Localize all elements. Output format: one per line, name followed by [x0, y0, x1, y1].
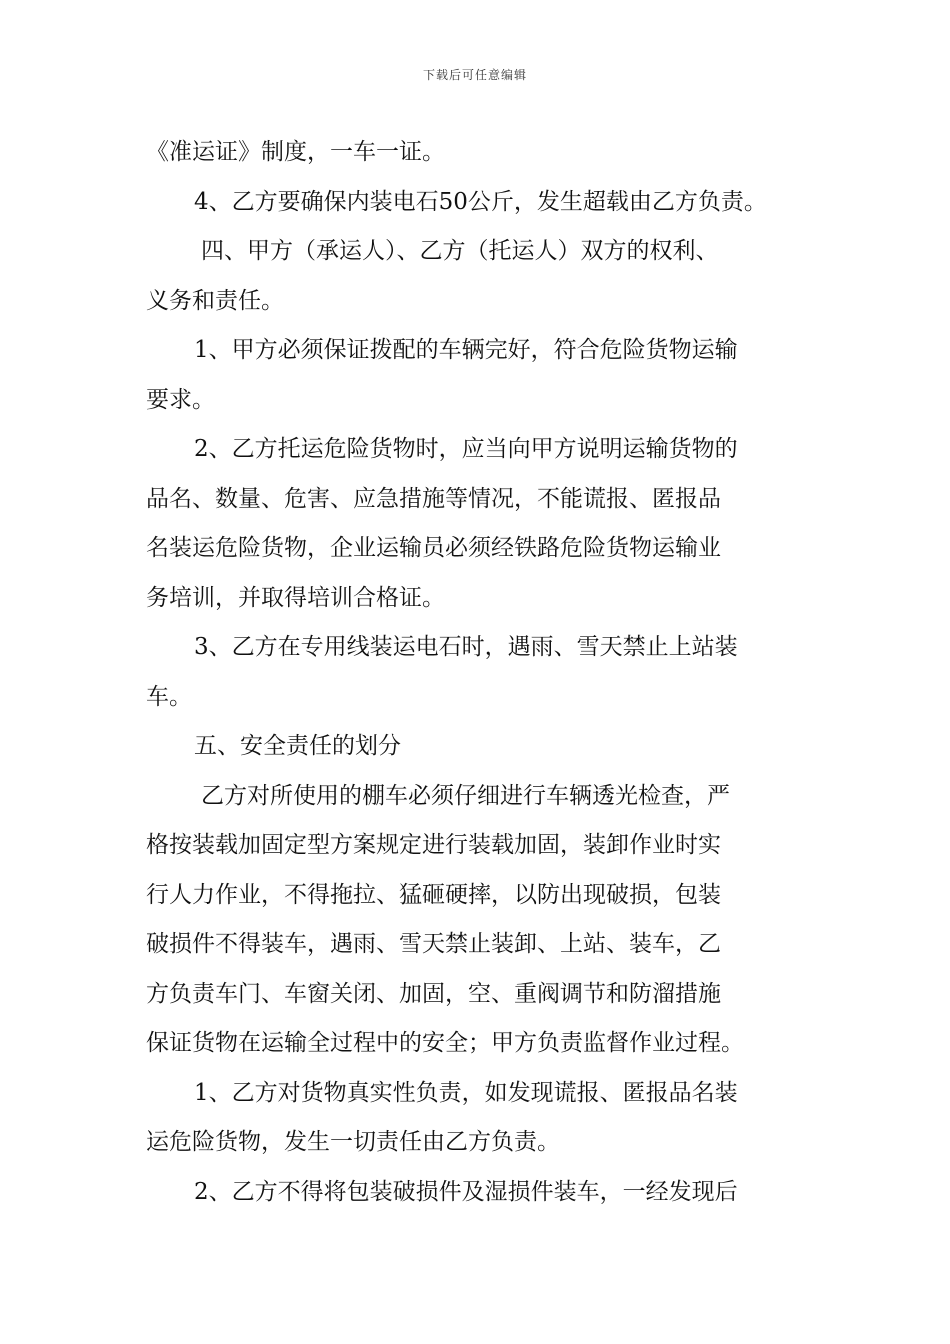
section-heading: 五、安全责任的划分	[194, 733, 401, 759]
document-body	[146, 128, 816, 1217]
paragraph-line: 乙方对所使用的棚车必须仔细进行车辆透光检查，严	[201, 782, 730, 809]
paragraph-line: 务培训，并取得培训合格证。	[146, 584, 445, 611]
paragraph-line: 破损件不得装车，遇雨、雪天禁止装卸、上站、装车，乙	[146, 931, 721, 957]
paragraph-line: 3、乙方在专用线装运电石时，遇雨、雪天禁止上站装	[194, 634, 738, 660]
paragraph-line: 2、乙方不得将包装破损件及湿损件装车，一经发现后	[194, 1178, 738, 1205]
paragraph-line: 2、乙方托运危险货物时，应当向甲方说明运输货物的	[194, 436, 738, 462]
paragraph-line: 保证货物在运输全过程中的安全；甲方负责监督作业过程。	[146, 1030, 744, 1056]
paragraph-line: 《准运证》制度，一车一证。	[146, 139, 445, 165]
paragraph-line: 要求。	[146, 386, 215, 413]
paragraph-line: 义务和责任。	[146, 287, 284, 314]
paragraph-line: 4、乙方要确保内装电石50公斤，发生超载由乙方负责。	[194, 188, 767, 215]
paragraph-line: 行人力作业，不得拖拉、猛砸硬摔，以防出现破损，包装	[146, 881, 721, 908]
paragraph-line: 1、乙方对货物真实性负责，如发现谎报、匿报品名装	[194, 1079, 738, 1106]
paragraph-line: 车。	[146, 683, 192, 710]
paragraph-line: 方负责车门、车窗关闭、加固，空、重阀调节和防溜措施	[146, 980, 721, 1007]
paragraph-line: 格按装载加固定型方案规定进行装载加固，装卸作业时实	[146, 832, 721, 858]
paragraph-line: 1、甲方必须保证拨配的车辆完好，符合危险货物运输	[194, 337, 738, 363]
paragraph-line: 运危险货物，发生一切责任由乙方负责。	[146, 1129, 560, 1155]
section-heading: 四、甲方（承运人）、乙方（托运人）双方的权利、	[201, 238, 719, 264]
paragraph-line: 名装运危险货物，企业运输员必须经铁路危险货物运输业	[146, 535, 721, 561]
page-header: 下载后可任意编辑	[422, 68, 527, 82]
paragraph-line: 品名、数量、危害、应急措施等情况，不能谎报、匿报品	[146, 485, 721, 512]
